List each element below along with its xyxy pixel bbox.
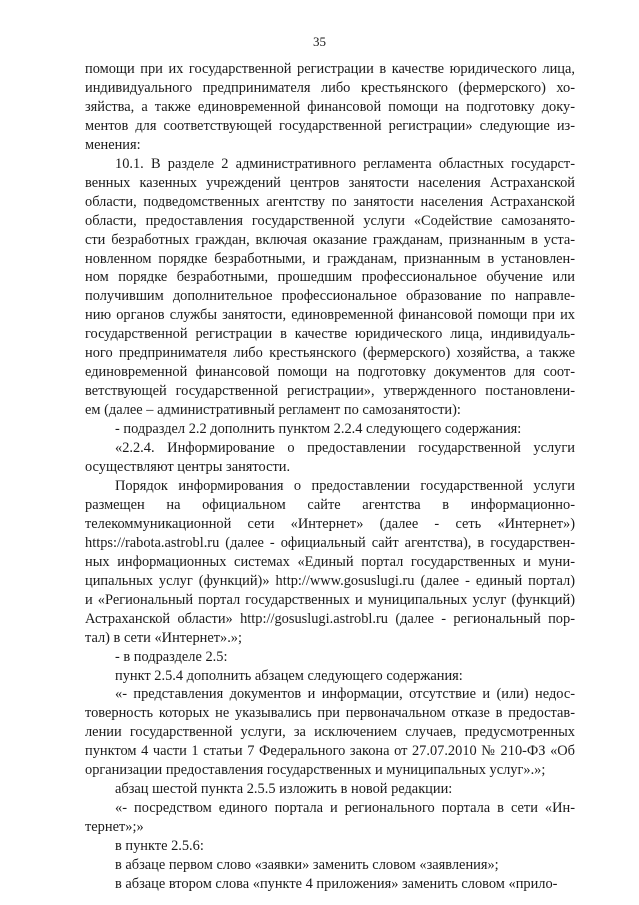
page-number: 35	[313, 34, 326, 49]
text-line: области, подведомственных агентству по занятости населения Астраханской	[85, 193, 575, 210]
text-line: телекоммуникационной сети «Интернет» (далее - сеть «Интернет»)	[85, 515, 575, 532]
text-line: индивидуального предпринимателя либо крестьянского (фермерского) хо-	[85, 79, 575, 96]
text-line: в абзаце втором слова «пункте 4 приложения» заменить словом «прило-	[115, 875, 558, 892]
text-line: получившим дополнительное профессиональное образование по направле-	[85, 288, 575, 305]
text-line: ментов для соответствующей государственной регистрации» следующие из-	[85, 117, 575, 134]
text-line: размещен на официальном сайте агентства в информационно-	[85, 496, 575, 513]
text-line: ном порядке безработными, прошедшим профессиональное обучение или	[85, 269, 575, 286]
text-line: «- представления документов и информации, отсутствие и (или) недос-	[115, 686, 575, 703]
text-line: сти безработных граждан, включая оказание гражданам, признанным в уста-	[85, 231, 575, 248]
text-line: «2.2.4. Информирование о предоставлении государственной услуги	[115, 440, 575, 457]
text-line: 10.1. В разделе 2 административного регламента областных государст-	[115, 155, 575, 172]
text-line: ветствующей государственной регистрации», утвержденного постановлени-	[85, 383, 575, 400]
text-line: помощи при их государственной регистрации в качестве юридического лица,	[85, 61, 575, 77]
text-line: пунктом 4 части 1 статьи 7 Федерального закона от 27.07.2010 № 210-ФЗ «Об	[85, 743, 575, 760]
text-line: единовременной финансовой помощи на подготовку документов для соот-	[85, 364, 575, 381]
text-line: тернет»;»	[85, 819, 144, 836]
text-line: пункт 2.5.4 дополнить абзацем следующего содержания:	[115, 667, 463, 684]
text-line: менения:	[85, 136, 141, 153]
text-line: области, предоставления государственной услуги «Содействие самозанято-	[85, 212, 575, 229]
text-line: в пункте 2.5.6:	[115, 838, 204, 855]
document-body	[85, 60, 575, 894]
text-line: «- посредством единого портала и регионального портала в сети «Ин-	[115, 800, 575, 817]
text-line: Порядок информирования о предоставлении государственной услуги	[115, 477, 575, 494]
text-line: - в подразделе 2.5:	[115, 648, 228, 665]
text-line: зяйства, а также единовременной финансовой помощи на подготовку доку-	[85, 98, 575, 115]
text-line: товерность которых не указывались при первоначальном отказе в предостав-	[85, 705, 575, 722]
text-line: нию органов службы занятости, единовременной финансовой помощи при их	[85, 307, 575, 324]
text-line: - подраздел 2.2 дополнить пунктом 2.2.4 следующего содержания:	[115, 421, 522, 438]
text-line: венных казенных учреждений центров занятости населения Астраханской	[85, 174, 575, 191]
text-line: тал) в сети «Интернет».»;	[85, 629, 243, 646]
text-line: ных информационных системах «Единый портал государственных и муни-	[85, 553, 575, 570]
text-line: новленном порядке безработными, и гражданам, признанным в установлен-	[85, 250, 575, 267]
text-line: государственной регистрации в качестве юридического лица, индивидуаль-	[85, 326, 575, 343]
text-line: осуществляют центры занятости.	[85, 459, 291, 476]
text-line: ного предпринимателя либо крестьянского (фермерского) хозяйства, а также	[85, 345, 575, 362]
text-line: ципальных услуг (функций)» http://www.gosuslugi.ru (далее - единый портал)	[85, 572, 575, 589]
text-line: ем (далее – административный регламент по самозанятости):	[85, 402, 461, 419]
text-line: и «Региональный портал государственных и муниципальных услуг (функций)	[85, 591, 575, 608]
text-line: организации предоставления государственных и муниципальных услуг».»;	[85, 762, 546, 779]
text-line: в абзаце первом слово «заявки» заменить словом «заявления»;	[115, 857, 499, 874]
text-line: лении государственной услуги, за исключением случаев, предусмотренных	[85, 724, 575, 741]
text-line: https://rabota.astrobl.ru (далее - официальный сайт агентства), в государствен-	[85, 534, 575, 551]
text-line: Астраханской области» http://gosuslugi.astrobl.ru (далее - региональный пор-	[85, 610, 575, 627]
text-line: абзац шестой пункта 2.5.5 изложить в новой редакции:	[115, 781, 453, 798]
